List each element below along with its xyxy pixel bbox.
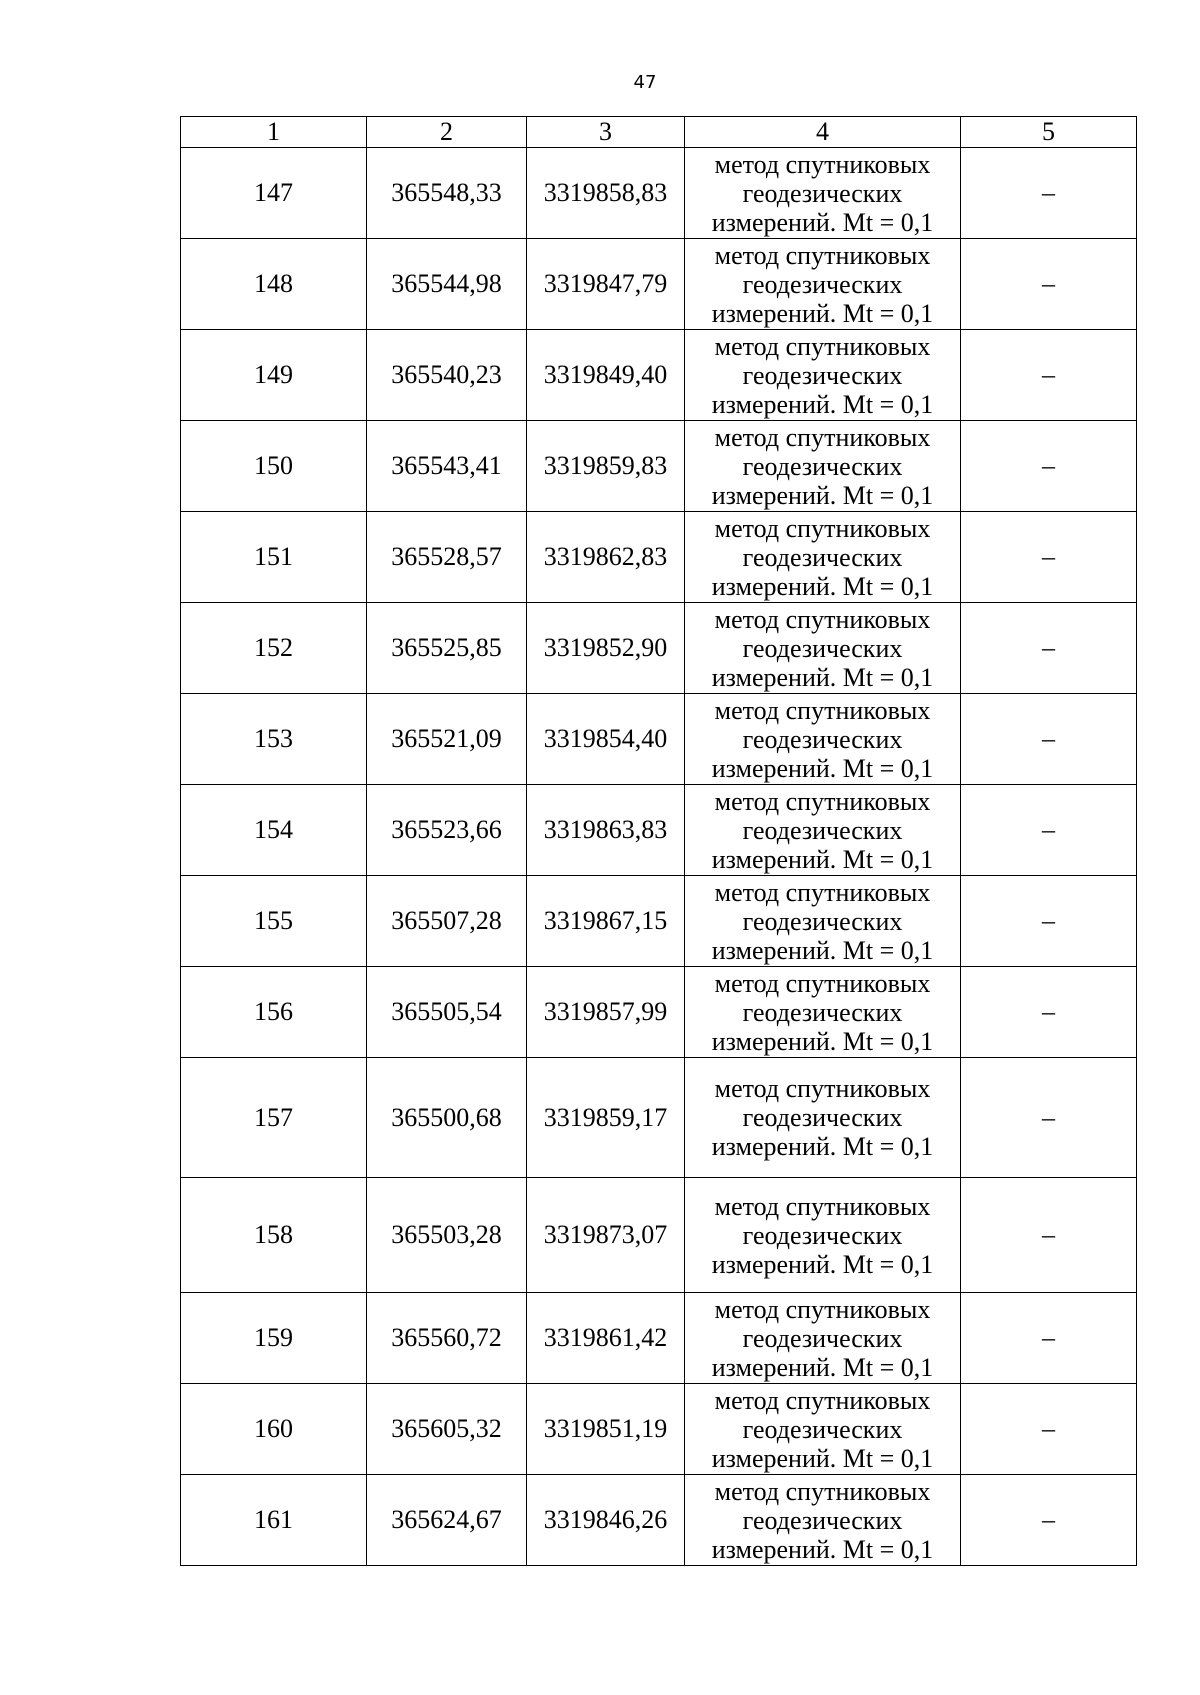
- x-coordinate-cell: 365605,32: [367, 1384, 527, 1475]
- note-cell: –: [961, 512, 1137, 603]
- point-number-cell: 153: [181, 694, 367, 785]
- table-row: [181, 876, 1137, 967]
- x-coordinate-cell: 365540,23: [367, 330, 527, 421]
- method-line: метод спутниковых: [714, 513, 931, 543]
- method-cell: [685, 1384, 961, 1475]
- note-cell: –: [961, 694, 1137, 785]
- method-cell: [685, 421, 961, 512]
- y-coordinate-cell: 3319873,07: [527, 1178, 685, 1293]
- y-coordinate-cell: 3319857,99: [527, 967, 685, 1058]
- method-line: геодезических: [742, 451, 903, 481]
- column-header-4: 4: [685, 117, 961, 148]
- y-coordinate-cell: 3319858,83: [527, 148, 685, 239]
- table-header: [181, 117, 1137, 148]
- method-line: метод спутниковых: [714, 1191, 931, 1221]
- method-line: геодезических: [742, 542, 903, 572]
- method-line: измерений. Mt = 0,1: [711, 1534, 934, 1564]
- table-row: [181, 421, 1137, 512]
- point-number-cell: 161: [181, 1475, 367, 1566]
- method-line: измерений. Mt = 0,1: [711, 389, 934, 419]
- method-line: геодезических: [742, 269, 903, 299]
- table-row: [181, 694, 1137, 785]
- table-row: [181, 1178, 1137, 1293]
- y-coordinate-cell: 3319859,83: [527, 421, 685, 512]
- method-cell: [685, 1475, 961, 1566]
- x-coordinate-cell: 365500,68: [367, 1058, 527, 1178]
- method-line: метод спутниковых: [714, 1385, 931, 1415]
- method-line: измерений. Mt = 0,1: [711, 571, 934, 601]
- y-coordinate-cell: 3319849,40: [527, 330, 685, 421]
- y-coordinate-cell: 3319862,83: [527, 512, 685, 603]
- x-coordinate-cell: 365507,28: [367, 876, 527, 967]
- table-row: [181, 1475, 1137, 1566]
- point-number-cell: 156: [181, 967, 367, 1058]
- column-header-5: 5: [961, 117, 1137, 148]
- header-row: [181, 117, 1137, 148]
- method-line: метод спутниковых: [714, 695, 931, 725]
- note-cell: –: [961, 876, 1137, 967]
- method-line: геодезических: [742, 633, 903, 663]
- x-coordinate-cell: 365548,33: [367, 148, 527, 239]
- y-coordinate-cell: 3319851,19: [527, 1384, 685, 1475]
- method-line: геодезических: [742, 360, 903, 390]
- x-coordinate-cell: 365624,67: [367, 1475, 527, 1566]
- method-cell: [685, 694, 961, 785]
- x-coordinate-cell: 365560,72: [367, 1293, 527, 1384]
- method-line: метод спутниковых: [714, 1074, 931, 1103]
- note-cell: –: [961, 239, 1137, 330]
- table-row: [181, 603, 1137, 694]
- method-line: измерений. Mt = 0,1: [711, 935, 934, 965]
- table-row: [181, 148, 1137, 239]
- point-number-cell: 149: [181, 330, 367, 421]
- point-number-cell: 160: [181, 1384, 367, 1475]
- point-number-cell: 154: [181, 785, 367, 876]
- x-coordinate-cell: 365544,98: [367, 239, 527, 330]
- method-line: метод спутниковых: [714, 240, 931, 270]
- table-row: [181, 785, 1137, 876]
- method-cell: [685, 330, 961, 421]
- note-cell: –: [961, 1178, 1137, 1293]
- method-line: геодезических: [742, 997, 903, 1027]
- method-line: геодезических: [742, 906, 903, 936]
- method-line: геодезических: [742, 1505, 903, 1535]
- method-line: геодезических: [742, 1323, 903, 1353]
- point-number-cell: 151: [181, 512, 367, 603]
- note-cell: –: [961, 967, 1137, 1058]
- point-number-cell: 147: [181, 148, 367, 239]
- y-coordinate-cell: 3319859,17: [527, 1058, 685, 1178]
- method-cell: [685, 1293, 961, 1384]
- method-line: геодезических: [742, 1103, 903, 1132]
- method-line: измерений. Mt = 0,1: [711, 1132, 934, 1161]
- note-cell: –: [961, 148, 1137, 239]
- method-cell: [685, 1058, 961, 1178]
- method-line: метод спутниковых: [714, 331, 931, 361]
- y-coordinate-cell: 3319867,15: [527, 876, 685, 967]
- table-row: [181, 512, 1137, 603]
- method-line: измерений. Mt = 0,1: [711, 207, 934, 237]
- y-coordinate-cell: 3319854,40: [527, 694, 685, 785]
- method-cell: [685, 512, 961, 603]
- x-coordinate-cell: 365523,66: [367, 785, 527, 876]
- x-coordinate-cell: 365543,41: [367, 421, 527, 512]
- method-line: метод спутниковых: [714, 1294, 931, 1324]
- table-row: [181, 1384, 1137, 1475]
- method-line: измерений. Mt = 0,1: [711, 1443, 934, 1473]
- method-line: метод спутниковых: [714, 422, 931, 452]
- note-cell: –: [961, 1475, 1137, 1566]
- method-line: измерений. Mt = 0,1: [711, 662, 934, 692]
- x-coordinate-cell: 365528,57: [367, 512, 527, 603]
- point-number-cell: 158: [181, 1178, 367, 1293]
- point-number-cell: 159: [181, 1293, 367, 1384]
- note-cell: –: [961, 603, 1137, 694]
- column-header-1: 1: [181, 117, 367, 148]
- method-line: геодезических: [742, 1414, 903, 1444]
- table-row: [181, 967, 1137, 1058]
- method-cell: [685, 967, 961, 1058]
- note-cell: –: [961, 1384, 1137, 1475]
- method-line: метод спутниковых: [714, 786, 931, 816]
- method-line: измерений. Mt = 0,1: [711, 844, 934, 874]
- method-line: измерений. Mt = 0,1: [711, 298, 934, 328]
- method-line: геодезических: [742, 1220, 903, 1250]
- method-line: измерений. Mt = 0,1: [711, 1026, 934, 1056]
- table-row: [181, 330, 1137, 421]
- table-row: [181, 1058, 1137, 1178]
- table-body: [181, 148, 1137, 1566]
- x-coordinate-cell: 365521,09: [367, 694, 527, 785]
- note-cell: –: [961, 1293, 1137, 1384]
- column-header-3: 3: [527, 117, 685, 148]
- note-cell: –: [961, 330, 1137, 421]
- method-line: измерений. Mt = 0,1: [711, 1249, 934, 1279]
- method-line: метод спутниковых: [714, 877, 931, 907]
- column-header-2: 2: [367, 117, 527, 148]
- method-line: измерений. Mt = 0,1: [711, 753, 934, 783]
- method-line: метод спутниковых: [714, 968, 931, 998]
- method-line: метод спутниковых: [714, 1476, 931, 1506]
- method-line: измерений. Mt = 0,1: [711, 480, 934, 510]
- method-line: геодезических: [742, 178, 903, 208]
- method-cell: [685, 785, 961, 876]
- method-line: геодезических: [742, 815, 903, 845]
- method-cell: [685, 876, 961, 967]
- point-number-cell: 157: [181, 1058, 367, 1178]
- point-number-cell: 152: [181, 603, 367, 694]
- method-cell: [685, 239, 961, 330]
- page-number: 47: [633, 72, 657, 93]
- table-row: [181, 239, 1137, 330]
- method-line: метод спутниковых: [714, 604, 931, 634]
- table-row: [181, 1293, 1137, 1384]
- method-line: метод спутниковых: [714, 149, 931, 179]
- note-cell: –: [961, 785, 1137, 876]
- x-coordinate-cell: 365505,54: [367, 967, 527, 1058]
- point-number-cell: 148: [181, 239, 367, 330]
- y-coordinate-cell: 3319861,42: [527, 1293, 685, 1384]
- y-coordinate-cell: 3319846,26: [527, 1475, 685, 1566]
- y-coordinate-cell: 3319847,79: [527, 239, 685, 330]
- note-cell: –: [961, 421, 1137, 512]
- point-number-cell: 155: [181, 876, 367, 967]
- y-coordinate-cell: 3319863,83: [527, 785, 685, 876]
- y-coordinate-cell: 3319852,90: [527, 603, 685, 694]
- method-line: геодезических: [742, 724, 903, 754]
- x-coordinate-cell: 365525,85: [367, 603, 527, 694]
- note-cell: –: [961, 1058, 1137, 1178]
- method-cell: [685, 148, 961, 239]
- method-cell: [685, 603, 961, 694]
- point-number-cell: 150: [181, 421, 367, 512]
- method-line: измерений. Mt = 0,1: [711, 1352, 934, 1382]
- coordinates-table: [180, 116, 1137, 1566]
- x-coordinate-cell: 365503,28: [367, 1178, 527, 1293]
- method-cell: [685, 1178, 961, 1293]
